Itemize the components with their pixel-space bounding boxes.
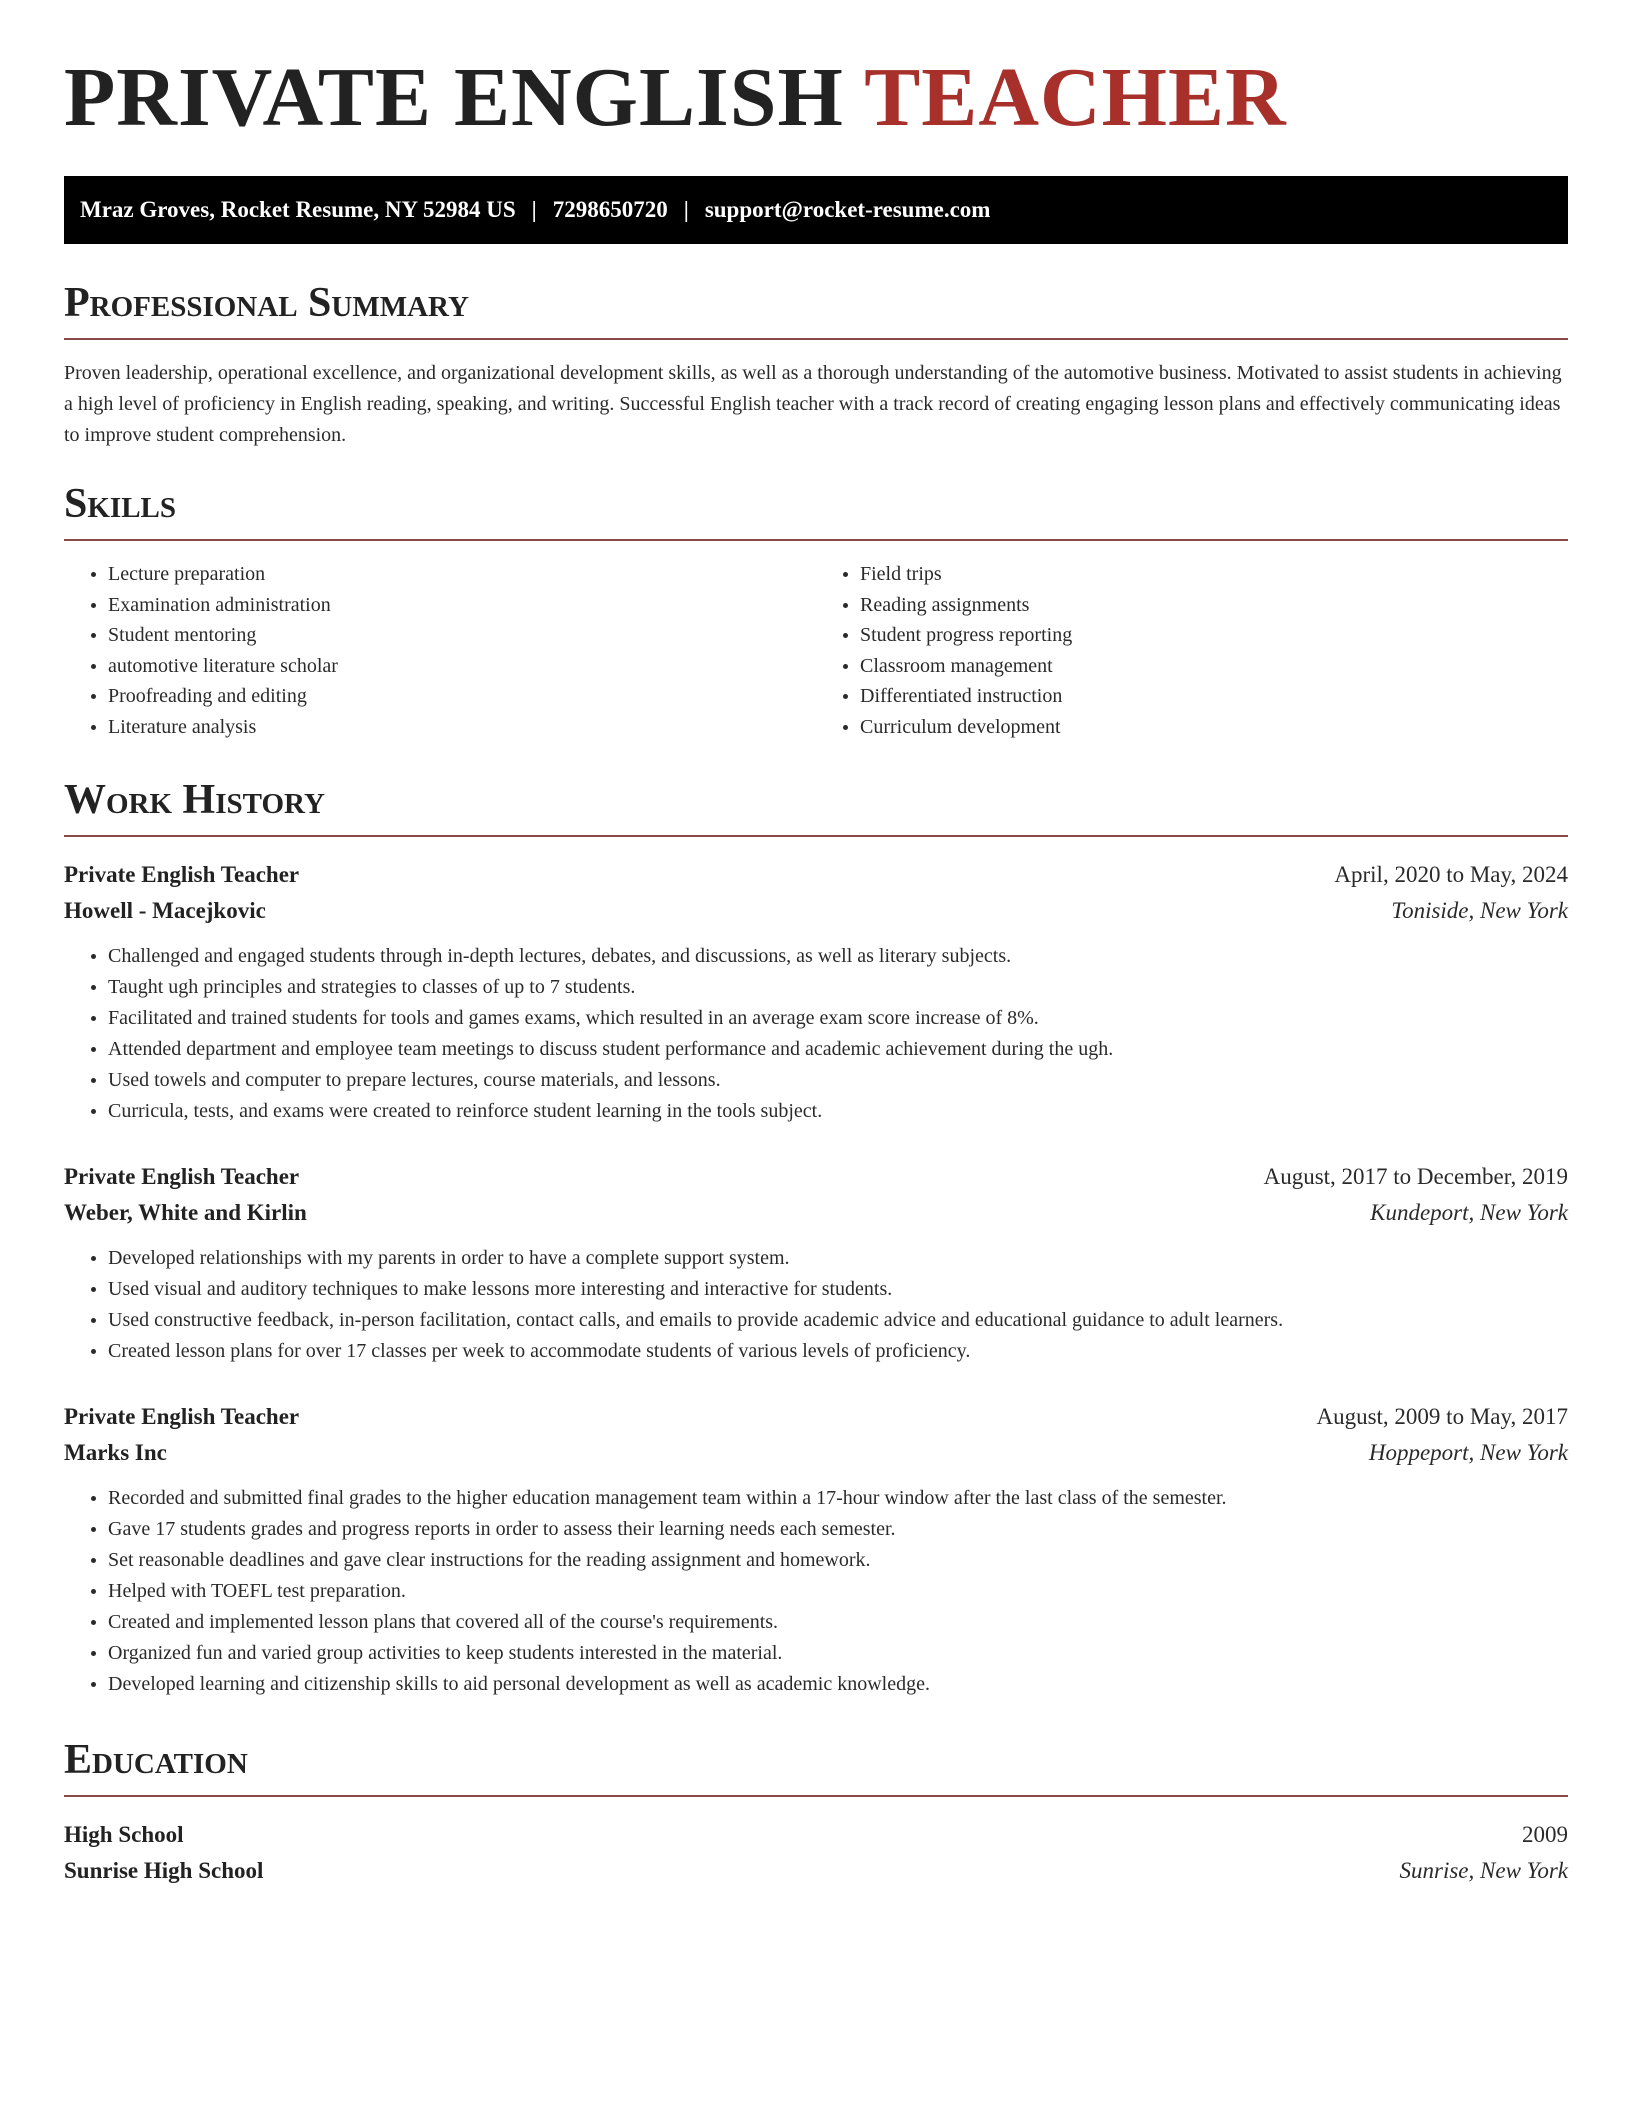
job-duty: • Challenged and engaged students through in-depth lectures, debates, and discussions, as well as literary subjects.	[108, 941, 1568, 972]
job-duties	[64, 1483, 1568, 1700]
job-dates: April, 2020 to May, 2024	[1334, 862, 1568, 887]
work-history-section	[64, 779, 1568, 1700]
contact-bar	[64, 176, 1568, 244]
job-duty: • Created lesson plans for over 17 classes per week to accommodate students of various levels of proficiency.	[108, 1336, 1568, 1367]
job-duty: • Organized fun and varied group activities to keep students interested in the material.	[108, 1638, 1568, 1669]
work-history-heading: Work History	[64, 779, 1568, 837]
job-header-row	[64, 1399, 1568, 1435]
job-duty: • Set reasonable deadlines and gave clear instructions for the reading assignment and homework.	[108, 1545, 1568, 1576]
summary-heading: Professional Summary	[64, 282, 1568, 340]
job-header-row	[64, 1159, 1568, 1195]
skill-item: • automotive literature scholar	[108, 651, 816, 682]
education-school: Sunrise High School	[64, 1858, 264, 1883]
job-duty: • Developed learning and citizenship skills to aid personal development as well as academic knowledge.	[108, 1669, 1568, 1700]
job-company-row	[64, 893, 1568, 929]
job-duty: • Used visual and auditory techniques to make lessons more interesting and interactive for students.	[108, 1274, 1568, 1305]
education-degree-row	[64, 1817, 1568, 1853]
job-duties	[64, 1243, 1568, 1367]
skill-item: • Differentiated instruction	[860, 681, 1568, 712]
education-location: Sunrise, New York	[1399, 1858, 1568, 1883]
contact-separator: |	[531, 197, 537, 222]
job-entry	[64, 1159, 1568, 1367]
education-heading: Education	[64, 1739, 1568, 1797]
job-duty: • Helped with TOEFL test preparation.	[108, 1576, 1568, 1607]
skills-columns	[64, 559, 1568, 742]
job-company-row	[64, 1195, 1568, 1231]
education-school-row	[64, 1853, 1568, 1889]
skills-section	[64, 483, 1568, 742]
skill-item: • Examination administration	[108, 590, 816, 621]
skill-item: • Literature analysis	[108, 712, 816, 743]
contact-email: support@rocket-resume.com	[704, 197, 991, 222]
job-duty: • Created and implemented lesson plans that covered all of the course's requirements.	[108, 1607, 1568, 1638]
job-duty: • Developed relationships with my parents in order to have a complete support system.	[108, 1243, 1568, 1274]
skill-item: • Lecture preparation	[108, 559, 816, 590]
job-dates: August, 2017 to December, 2019	[1263, 1164, 1568, 1189]
education-section	[64, 1739, 1568, 1889]
job-entry	[64, 1399, 1568, 1700]
job-company: Marks Inc	[64, 1440, 167, 1465]
job-entry	[64, 857, 1568, 1127]
resume-title	[64, 51, 1287, 144]
job-title: Private English Teacher	[64, 1164, 300, 1189]
title-main: PRIVATE ENGLISH	[64, 51, 844, 144]
education-entry	[64, 1817, 1568, 1889]
job-company-row	[64, 1435, 1568, 1471]
title-accent: TEACHER	[864, 51, 1287, 144]
job-duty: • Recorded and submitted final grades to the higher education management team within a 17-hour window after the last class of the semester.	[108, 1483, 1568, 1514]
job-duties	[64, 941, 1568, 1127]
skills-list-right	[816, 559, 1568, 742]
summary-section	[64, 282, 1568, 451]
job-duty: • Gave 17 students grades and progress reports in order to assess their learning needs each semester.	[108, 1514, 1568, 1545]
contact-separator: |	[683, 197, 689, 222]
job-title: Private English Teacher	[64, 1404, 300, 1429]
job-duty: • Facilitated and trained students for tools and games exams, which resulted in an average exam score increase of 8%.	[108, 1003, 1568, 1034]
skill-item: • Student mentoring	[108, 620, 816, 651]
skills-list-left	[64, 559, 816, 742]
job-duty: • Attended department and employee team meetings to discuss student performance and academic achievement during the ugh.	[108, 1034, 1568, 1065]
job-duty: • Used constructive feedback, in-person facilitation, contact calls, and emails to provide academic advice and educational guidance to adult learners.	[108, 1305, 1568, 1336]
skill-item: • Reading assignments	[860, 590, 1568, 621]
skill-item: • Proofreading and editing	[108, 681, 816, 712]
job-dates: August, 2009 to May, 2017	[1316, 1404, 1568, 1429]
job-header-row	[64, 857, 1568, 893]
skill-item: • Field trips	[860, 559, 1568, 590]
job-duty: • Curricula, tests, and exams were created to reinforce student learning in the tools subject.	[108, 1096, 1568, 1127]
job-location: Hoppeport, New York	[1368, 1440, 1568, 1465]
job-company: Howell - Macejkovic	[64, 898, 266, 923]
job-company: Weber, White and Kirlin	[64, 1200, 307, 1225]
education-year: 2009	[1522, 1822, 1568, 1847]
job-title: Private English Teacher	[64, 862, 300, 887]
skill-item: • Student progress reporting	[860, 620, 1568, 651]
education-degree: High School	[64, 1822, 184, 1847]
job-location: Toniside, New York	[1391, 898, 1568, 923]
summary-text: Proven leadership, operational excellence, and organizational development skills, as well as a thorough understanding of the automotive business. Motivated to assist students in achieving a high level of proficiency in English reading, speaking, and writing. Successful English teacher with a track record of creating engaging lesson plans and effectively communicating ideas to improve student comprehension.	[64, 362, 1562, 446]
contact-phone: 7298650720	[552, 197, 668, 222]
skill-item: • Curriculum development	[860, 712, 1568, 743]
job-location: Kundeport, New York	[1370, 1200, 1568, 1225]
job-duty: • Taught ugh principles and strategies to classes of up to 7 students.	[108, 972, 1568, 1003]
contact-address: Mraz Groves, Rocket Resume, NY 52984 US	[80, 197, 516, 222]
skills-heading: Skills	[64, 483, 1568, 541]
skill-item: • Classroom management	[860, 651, 1568, 682]
job-duty: • Used towels and computer to prepare lectures, course materials, and lessons.	[108, 1065, 1568, 1096]
